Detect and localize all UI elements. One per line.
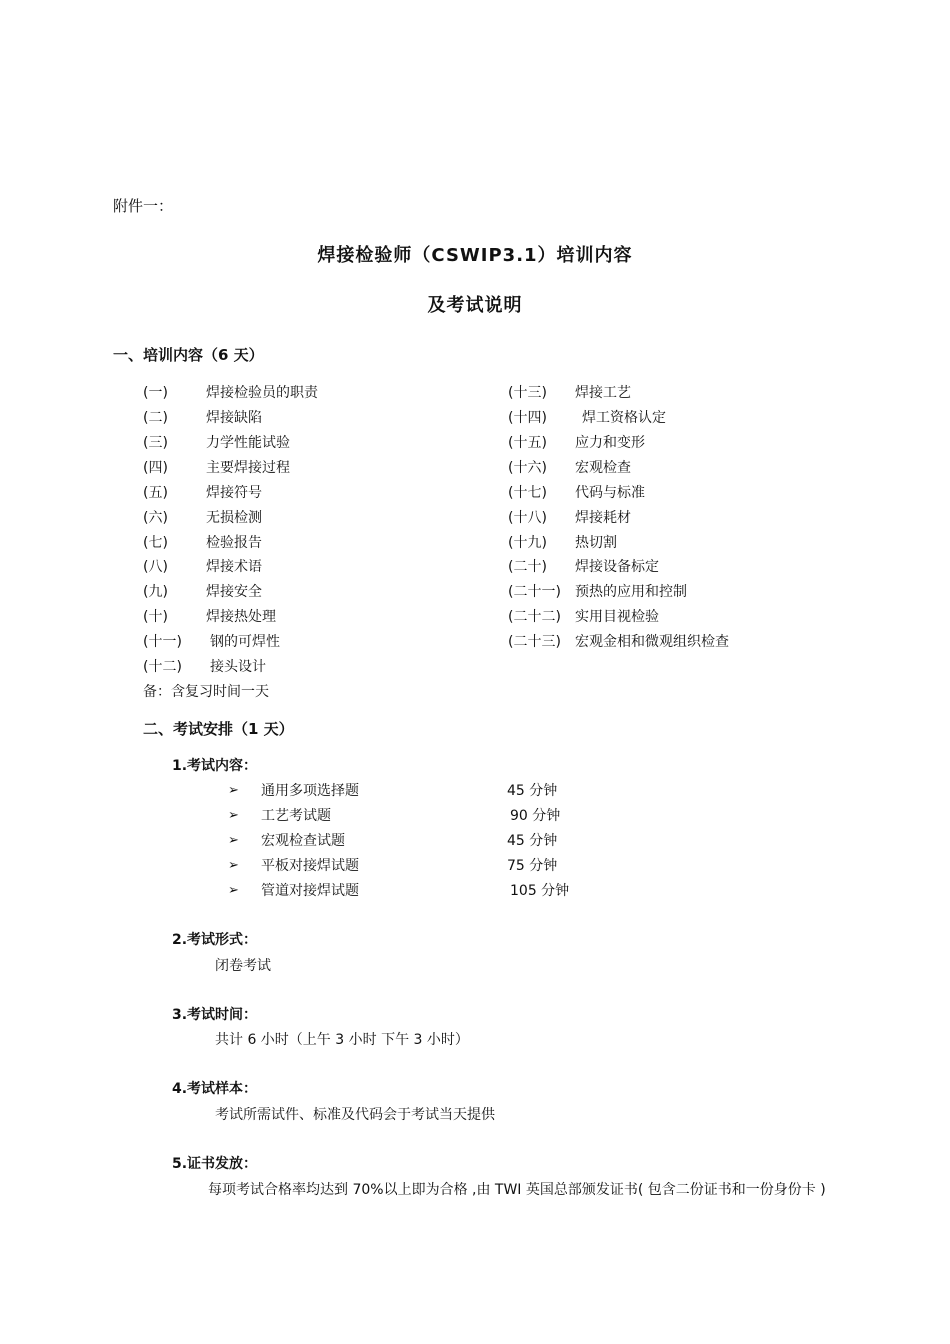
document-title: 焊接检验师（CSWIP3.1）培训内容	[317, 245, 633, 266]
exam-duration-text: 共计 6 小时（上午 3 小时 下午 3 小时）	[215, 1032, 469, 1048]
exam-form-heading: 2.考试形式：	[172, 932, 258, 948]
exam-duration-heading: 3.考试时间：	[172, 1007, 258, 1023]
exam-sample-heading: 4.考试样本：	[172, 1081, 258, 1097]
arrow-bullet-icon: ➢	[228, 808, 239, 823]
section-training-heading: 一、培训内容（6 天）	[113, 346, 264, 364]
exam-sample-text: 考试所需试件、标准及代码会于考试当天提供	[215, 1107, 495, 1123]
arrow-bullet-icon: ➢	[228, 783, 239, 798]
arrow-bullet-icon: ➢	[228, 858, 239, 873]
certificate-heading: 5.证书发放：	[172, 1156, 258, 1172]
training-note: 备：含复习时间一天	[143, 684, 269, 700]
attachment-label: 附件一：	[113, 197, 174, 215]
arrow-bullet-icon: ➢	[228, 833, 239, 848]
exam-content-heading: 1.考试内容：	[172, 758, 258, 774]
section-exam-heading: 二、考试安排（1 天）	[143, 720, 294, 738]
arrow-bullet-icon: ➢	[228, 883, 239, 898]
exam-form-text: 闭卷考试	[215, 958, 271, 974]
certificate-text: 每项考试合格率均达到 70%以上即为合格 ,由 TWI 英国总部颁发证书( 包含二份证书和一份身份卡 )	[208, 1182, 826, 1198]
document-subtitle: 及考试说明	[427, 295, 523, 316]
